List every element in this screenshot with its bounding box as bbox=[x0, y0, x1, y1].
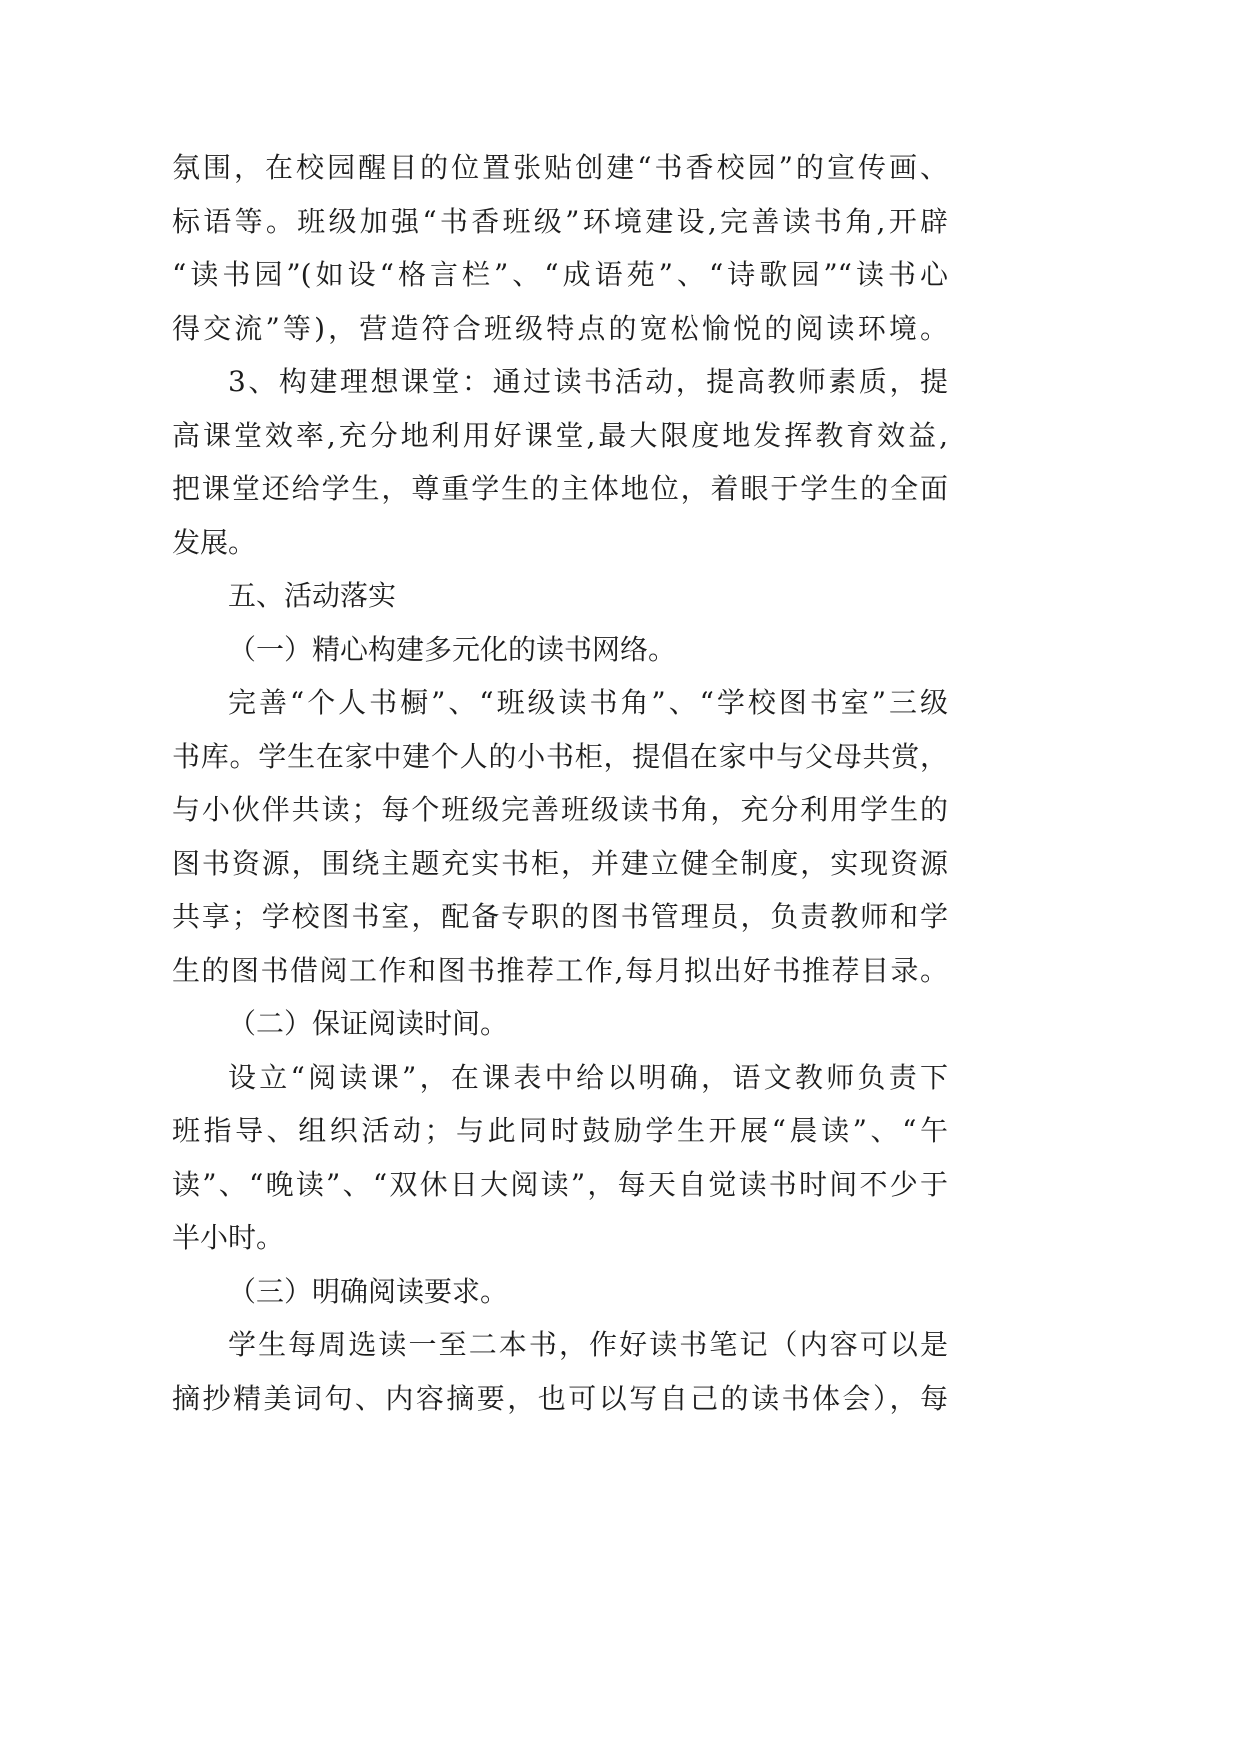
text-line: “读书园”(如设“格言栏”、“成语苑”、“诗歌园”“读书心 bbox=[172, 258, 948, 291]
subsection-heading bbox=[172, 997, 948, 1051]
paragraph bbox=[172, 1051, 948, 1265]
text-line: 共享；学校图书室，配备专职的图书管理员，负责教师和学 bbox=[172, 900, 948, 933]
text-line: 完善“个人书橱”、“班级读书角”、“学校图书室”三级 bbox=[228, 686, 948, 719]
text-line: 生的图书借阅工作和图书推荐工作,每月拟出好书推荐目录。 bbox=[172, 953, 948, 987]
subsection-heading bbox=[172, 623, 948, 677]
text-line: 班指导、组织活动；与此同时鼓励学生开展“晨读”、“午 bbox=[172, 1114, 948, 1147]
text-line: （二）保证阅读时间。 bbox=[228, 1007, 509, 1040]
text-line: 设立“阅读课”，在课表中给以明确，语文教师负责下 bbox=[228, 1060, 948, 1094]
text-line: 学生每周选读一至二本书，作好读书笔记（内容可以是 bbox=[228, 1328, 948, 1361]
paragraph bbox=[172, 141, 948, 355]
text-line: 书库。学生在家中建个人的小书柜，提倡在家中与父母共赏， bbox=[172, 739, 948, 773]
text-line: 得交流”等)，营造符合班级特点的宽松愉悦的阅读环境。 bbox=[172, 311, 948, 345]
text-line: 与小伙伴共读；每个班级完善班级读书角，充分利用学生的 bbox=[172, 793, 948, 826]
paragraph bbox=[172, 355, 948, 569]
text-line: 把课堂还给学生，尊重学生的主体地位，着眼于学生的全面 bbox=[172, 472, 948, 505]
paragraph bbox=[172, 676, 948, 997]
text-line: 发展。 bbox=[172, 525, 257, 559]
text-line: 标语等。班级加强“书香班级”环境建设,完善读书角,开辟 bbox=[172, 204, 948, 238]
text-line: 3、构建理想课堂：通过读书活动，提高教师素质，提 bbox=[228, 365, 948, 398]
text-line: （三）明确阅读要求。 bbox=[228, 1274, 509, 1308]
section-heading bbox=[172, 569, 948, 623]
document-body bbox=[172, 141, 948, 1425]
text-line: 读”、“晚读”、“双休日大阅读”，每天自觉读书时间不少于 bbox=[172, 1167, 948, 1201]
text-line: 高课堂效率,充分地利用好课堂,最大限度地发挥教育效益, bbox=[172, 418, 948, 452]
text-line: （一）精心构建多元化的读书网络。 bbox=[228, 632, 677, 666]
text-line: 图书资源，围绕主题充实书柜，并建立健全制度，实现资源 bbox=[172, 846, 948, 880]
text-line: 摘抄精美词句、内容摘要，也可以写自己的读书体会），每 bbox=[172, 1381, 948, 1415]
text-line: 半小时。 bbox=[172, 1221, 285, 1254]
text-line: 五、活动落实 bbox=[228, 579, 397, 612]
subsection-heading bbox=[172, 1265, 948, 1319]
text-line: 氛围，在校园醒目的位置张贴创建“书香校园”的宣传画、 bbox=[172, 151, 948, 184]
paragraph bbox=[172, 1318, 948, 1425]
